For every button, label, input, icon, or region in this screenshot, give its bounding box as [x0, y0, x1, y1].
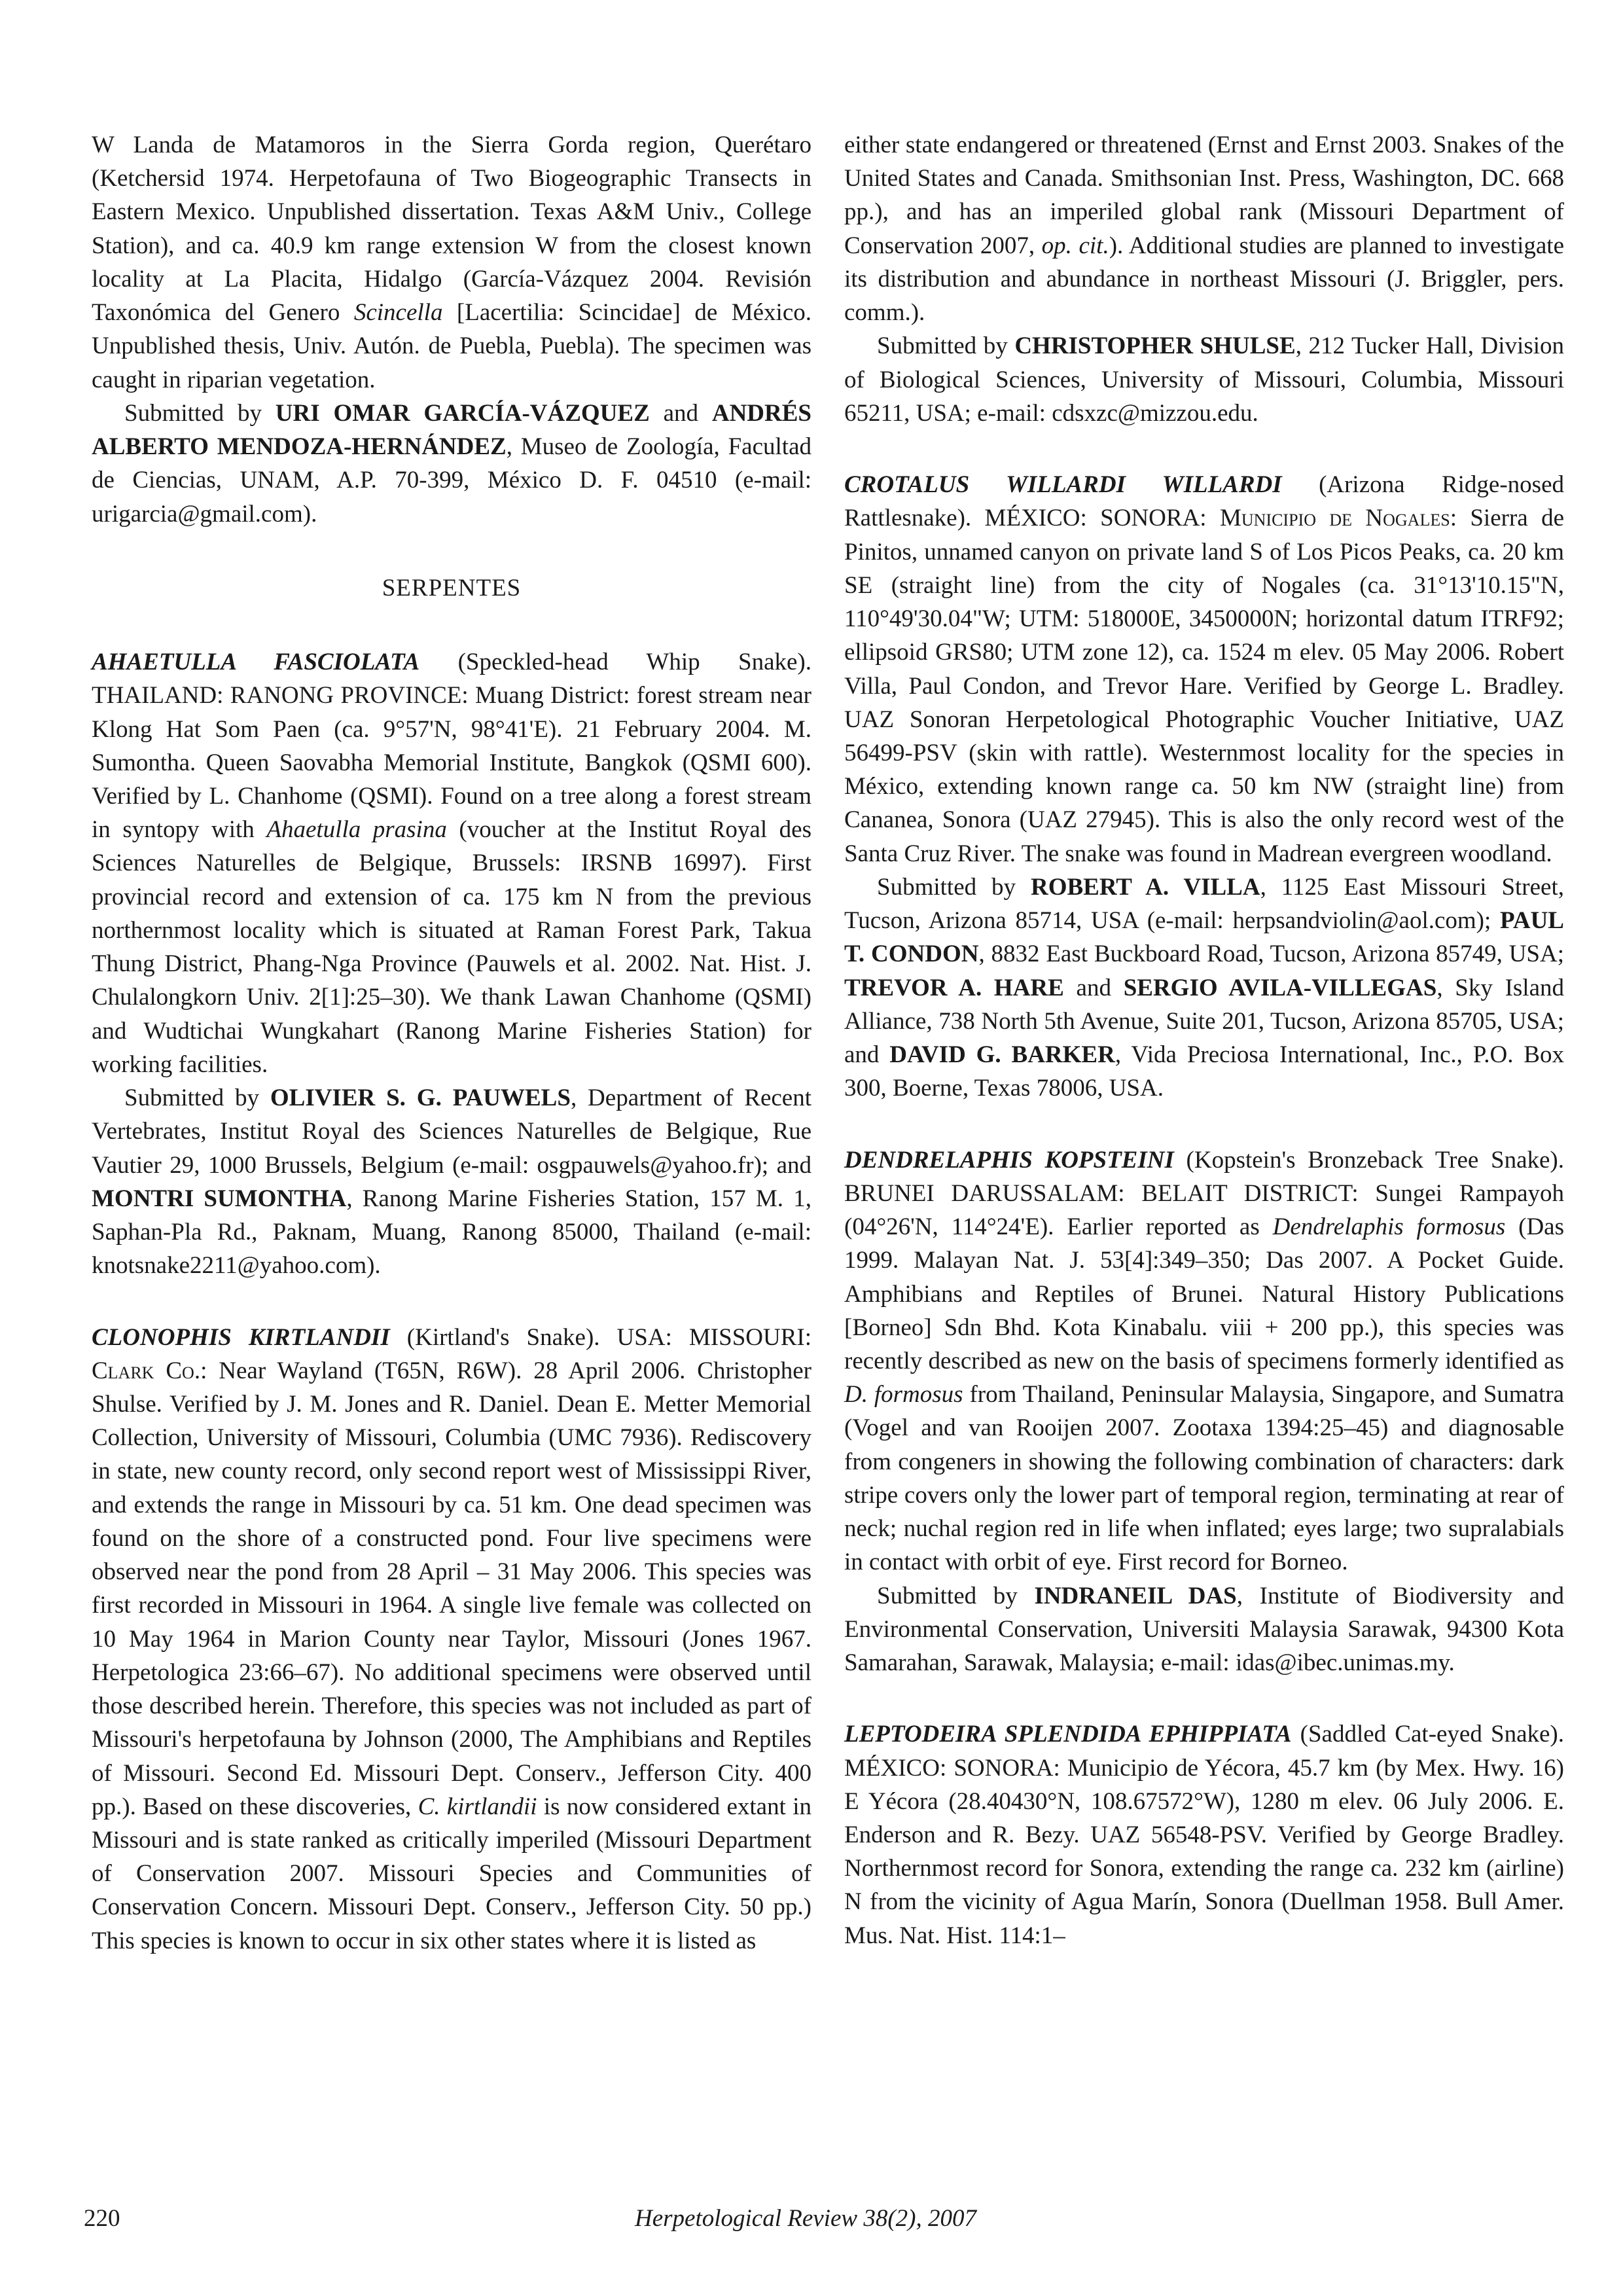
text: Submitted by: [877, 1582, 1035, 1609]
species-note: [844, 1143, 1564, 1579]
species-note: [844, 468, 1564, 870]
text: , Museo de Zoología, Facultad de Ciencias, UNAM, A.P. 70-399, México D. F. 04510 (e-mail: urigarcia@gmail.com).: [92, 433, 812, 528]
submitter-paragraph: [844, 329, 1564, 430]
author-name: TREVOR A. HARE: [844, 974, 1064, 1001]
species-note: [92, 645, 812, 1081]
author-name: OLIVIER S. G. PAUWELS: [270, 1085, 571, 1112]
text: , Department of Recent Vertebrates, Institut Royal des Sciences Naturelles de Belgique, Rue Vautier 29, 1000 Brussels, Belgium (e-mail: osgpauwels@yahoo.fr); and: [92, 1085, 812, 1179]
species-name-inline: Ahaetulla prasina: [266, 816, 447, 844]
journal-footer: Herpetological Review 38(2), 2007: [635, 2205, 976, 2232]
text: , Ranong Marine Fisheries Station, 157 M. 1, Saphan-Pla Rd., Paknam, Muang, Ranong 85000, Thailand (e-mail: knotsnake2211@yahoo.com).: [92, 1185, 812, 1280]
text: , Vida Preciosa International, Inc., P.O. Box 300, Boerne, Texas 78006, USA.: [844, 1041, 1564, 1102]
section-heading: SERPENTES: [382, 574, 522, 601]
species-name-inline: Dendrelaphis formosus: [1272, 1213, 1506, 1241]
author-name: URI OMAR GARCÍA-VÁZQUEZ: [275, 399, 650, 427]
submitter-paragraph: [92, 397, 812, 531]
text: and: [649, 399, 712, 427]
text: is now considered extant in Missouri and is state ranked as critically imperiled (Missouri Department of Conservation 2007. Missouri Species and Communities of Conservation Concern. Missouri Dept. Conserv., Jefferson City. 50 pp.) This species is known to occur in six other states where it is listed as: [92, 1793, 812, 1954]
author-name: ROBERT A. VILLA: [1030, 873, 1260, 901]
text: (Kirtland's Snake). USA: MISSOURI:: [389, 1323, 812, 1351]
author-name: CHRISTOPHER SHULSE: [1014, 332, 1296, 360]
text: from Thailand, Peninsular Malaysia, Singapore, and Sumatra (Vogel and van Rooijen 2007. Zootaxa 1394:25–45) and diagnosable from congeners in showing the following combination of characters: dark stripe covers only the lower part of temporal region, terminating at rear of neck; nuchal region red in life when inflated; eyes large; two supralabials in contact with orbit of eye. First record for Borneo.: [844, 1381, 1564, 1576]
continued-paragraph: [92, 128, 812, 397]
submitter-paragraph: [844, 1579, 1564, 1680]
text: (voucher at the Institut Royal des Sciences Naturelles de Belgique, Brussels: IRSNB 16997). First provincial record and extension of ca. 175 km N from the previous northernmost locality which is situated at Raman Forest Park, Takua Thung District, Phang-Nga Province (Pauwels et al. 2002. Nat. Hist. J. Chulalongkorn Univ. 2[1]:25–30). We thank Lawan Chanhome (QSMI) and Wudtichai Wungkahart (Ranong Marine Fisheries Station) for working facilities.: [92, 816, 812, 1078]
submitter-paragraph: [844, 870, 1564, 1105]
text: Submitted by: [877, 332, 1015, 360]
author-name: SERGIO AVILA-VILLEGAS: [1123, 974, 1437, 1001]
text: W Landa de Matamoros in the Sierra Gorda region, Querétaro (Ketchersid 1974. Herpetofauna of Two Biogeographic Transects in Eastern Mexico. Unpublished dissertation. Texas A&M Univ., College Station), and ca. 40.9 km range extension W from the closest known locality at La Placita, Hidalgo (García-Vázquez 2004. Revisión Taxonómica del Genero: [92, 132, 812, 327]
species-name: CLONOPHIS KIRTLANDII: [92, 1323, 390, 1351]
page-number: 220: [84, 2205, 120, 2232]
text: and: [1063, 974, 1124, 1001]
species-name: AHAETULLA FASCIOLATA: [92, 649, 420, 676]
species-name-inline: D. formosus: [844, 1381, 963, 1408]
text: : Sierra de Pinitos, unnamed canyon on private land S of Los Picos Peaks, ca. 20 km SE (straight line) from the city of Nogales (ca. 31°13'10.15"N, 110°49'30.04"W; UTM: 518000E, 3450000N; horizontal datum ITRF92; ellipsoid GRS80; UTM zone 12), ca. 1524 m elev. 05 May 2006. Robert Villa, Paul Condon, and Trevor Hare. Verified by George L. Bradley. UAZ Sonoran Herpetological Photographic Voucher Initiative, UAZ 56499-PSV (skin with rattle). Westernmost locality for the species in México, extending known range ca. 50 km NW (straight line) from Cananea, Sonora (UAZ 27945). This is also the only record west of the Santa Cruz River. The snake was found in Madrean evergreen woodland.: [844, 505, 1565, 867]
author-name: DAVID G. BARKER: [889, 1041, 1115, 1069]
submitter-paragraph: [92, 1081, 812, 1282]
text: : Near Wayland (T65N, R6W). 28 April 2006. Christopher Shulse. Verified by J. M. Jones and R. Daniel. Dean E. Metter Memorial Collection, University of Missouri, Columbia (UMC 7936). Rediscovery in state, new county record, only second report west of Mississippi River, and extends the range in Missouri by ca. 51 km. One dead specimen was found on the shore of a constructed pond. Four live specimens were observed near the pond from 28 April – 31 May 2006. This species was first recorded in Missouri in 1964. A single live female was collected on 10 May 1964 in Marion County near Taylor, Missouri (Jones 1967. Herpetologica 23:66–67). No additional specimens were observed until those described herein. Therefore, this species was not included as part of Missouri's herpetofauna by Johnson (2000, The Amphibians and Reptiles of Missouri. Second Ed. Missouri Dept. Conserv., Jefferson City. 400 pp.). Based on these discoveries,: [92, 1357, 812, 1820]
text: [Lacertilia: Scincidae] de México. Unpublished thesis, Univ. Autón. de Puebla, Puebla). The specimen was caught in riparian vegetation.: [92, 299, 812, 393]
citation-abbrev: op. cit.: [1041, 232, 1109, 259]
text: Submitted by: [877, 873, 1031, 901]
genus-name: Scincella: [353, 299, 443, 327]
text: , 1125 East Missouri Street, Tucson, Arizona 85714, USA (e-mail: herpsandviolin@aol.com);: [844, 873, 1565, 935]
text: ). Additional studies are planned to investigate its distribution and abundance in northeast Missouri (J. Briggler, pers. comm.).: [844, 232, 1564, 327]
municipality-name: Municipio de Nogales: [1219, 505, 1450, 532]
text: either state endangered or threatened (Ernst and Ernst 2003. Snakes of the United States and Canada. Smithsonian Inst. Press, Washington, DC. 668 pp.), and has an imperiled global rank (Missouri Department of Conservation 2007,: [844, 132, 1564, 259]
species-name-inline: C. kirtlandii: [418, 1793, 537, 1820]
species-note: [844, 1717, 1564, 1952]
author-name: INDRANEIL DAS: [1034, 1582, 1237, 1609]
county-name: Clark Co.: [92, 1357, 201, 1384]
text: (Saddled Cat-eyed Snake). MÉXICO: SONORA: Municipio de Yécora, 45.7 km (by Mex. Hwy. 16) E Yécora (28.40430°N, 108.67572°W), 1280 m elev. 06 July 2006. E. Enderson and R. Bezy. UAZ 56548-PSV. Verified by George Bradley. Northernmost record for Sonora, extending the range ca. 232 km (airline) N from the vicinity of Agua Marín, Sonora (Duellman 1958. Bull Amer. Mus. Nat. Hist. 114:1–: [844, 1721, 1564, 1949]
text: (Speckled-head Whip Snake). THAILAND: RANONG PROVINCE: Muang District: forest stream near Klong Hat Som Paen (ca. 9°57'N, 98°41'E). 21 February 2004. M. Sumontha. Queen Saovabha Memorial Institute, Bangkok (QSMI 600). Verified by L. Chanhome (QSMI). Found on a tree along a forest stream in syntopy with: [92, 649, 812, 844]
text: Submitted by: [124, 399, 276, 427]
author-name: MONTRI SUMONTHA: [92, 1185, 347, 1212]
author-name: PAUL T. CONDON: [844, 907, 1564, 968]
text: (Kopstein's Bronzeback Tree Snake). BRUNEI DARUSSALAM: BELAIT DISTRICT: Sungei Rampayoh (04°26'N, 114°24'E). Earlier reported as: [844, 1146, 1564, 1241]
text: , Sky Island Alliance, 738 North 5th Avenue, Suite 201, Tucson, Arizona 85705, USA; and: [844, 974, 1565, 1069]
species-name: DENDRELAPHIS KOPSTEINI: [844, 1146, 1174, 1174]
species-name: LEPTODEIRA SPLENDIDA EPHIPPIATA: [844, 1721, 1292, 1748]
text: , 212 Tucker Hall, Division of Biological Sciences, University of Missouri, Columbia, Missouri 65211, USA; e-mail: cdsxzc@mizzou.edu.: [844, 332, 1565, 427]
text: , 8832 East Buckboard Road, Tucson, Arizona 85749, USA;: [978, 941, 1565, 968]
right-column: [844, 128, 1564, 1952]
text: (Das 1999. Malayan Nat. J. 53[4]:349–350; Das 2007. A Pocket Guide. Amphibians and Reptiles of Brunei. Natural History Publications [Borneo] Sdn Bhd. Kota Kinabalu. viii + 200 pp.), this species was recently described as new on the basis of specimens formerly identified as: [844, 1213, 1564, 1374]
text: , Institute of Biodiversity and Environmental Conservation, Universiti Malaysia Sarawak, 94300 Kota Samarahan, Sarawak, Malaysia; e-mail: idas@ibec.unimas.my.: [844, 1582, 1564, 1677]
species-name: CROTALUS WILLARDI WILLARDI: [844, 471, 1282, 499]
left-column: [92, 128, 812, 1958]
text: Submitted by: [124, 1085, 270, 1112]
continued-paragraph: [844, 128, 1564, 329]
text: (Arizona Ridge-nosed Rattlesnake). MÉXICO: SONORA:: [844, 471, 1564, 532]
species-note: [92, 1321, 812, 1958]
author-name: ANDRÉS ALBERTO MENDOZA-HERNÁNDEZ: [92, 399, 812, 461]
